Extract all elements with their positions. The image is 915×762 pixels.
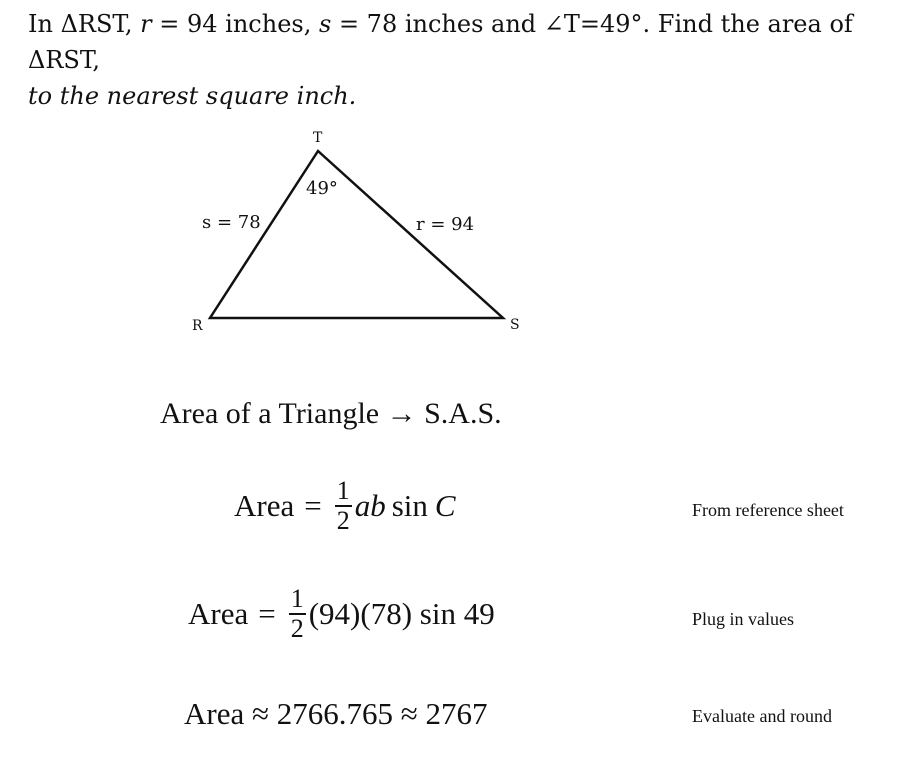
substitution-values: (94)(78) sin 49	[308, 595, 495, 631]
formula-lhs: Area	[234, 487, 295, 523]
side-label-r: r = 94	[416, 214, 475, 235]
formula-c: C	[434, 487, 456, 523]
vertex-label-t: T	[313, 130, 323, 146]
formula-fraction-numerator: 1	[336, 476, 350, 505]
note-evaluate-round: Evaluate and round	[692, 706, 832, 726]
substitution-equals: =	[258, 595, 276, 631]
problem-text-c: = 78 inches and ∠T=49°. Find the area of ΔRST,	[28, 10, 853, 74]
substitution-fraction-denominator: 2	[290, 613, 304, 643]
problem-line-2: to the nearest square inch.	[28, 82, 357, 110]
note-reference-sheet: From reference sheet	[692, 500, 844, 520]
s-variable: s	[318, 10, 332, 38]
result-text: Area ≈ 2766.765 ≈ 2767	[184, 696, 488, 731]
substitution-fraction-numerator: 1	[290, 584, 304, 613]
vertex-label-r: R	[192, 318, 203, 334]
substitution-fraction	[289, 586, 306, 642]
result-step	[184, 696, 488, 732]
formula-a: a	[354, 487, 371, 523]
angle-label-t: 49°	[306, 178, 338, 199]
solution-heading: Area of a Triangle → S.A.S.	[160, 397, 502, 430]
formula-step	[234, 478, 456, 534]
problem-text-a: In ΔRST,	[28, 10, 141, 38]
problem-text-b: = 94 inches,	[151, 10, 319, 38]
r-variable: r	[140, 10, 152, 38]
formula-equals: =	[304, 487, 322, 523]
formula-fraction	[335, 478, 352, 534]
side-label-s: s = 78	[202, 212, 261, 233]
note-plug-in-values: Plug in values	[692, 609, 794, 629]
triangle-diagram	[0, 0, 915, 380]
substitution-step	[188, 586, 495, 642]
formula-sin: sin	[391, 487, 428, 523]
formula-fraction-denominator: 2	[336, 505, 350, 535]
vertex-label-s: S	[510, 317, 520, 333]
formula-b: b	[370, 487, 386, 523]
substitution-lhs: Area	[188, 595, 249, 631]
